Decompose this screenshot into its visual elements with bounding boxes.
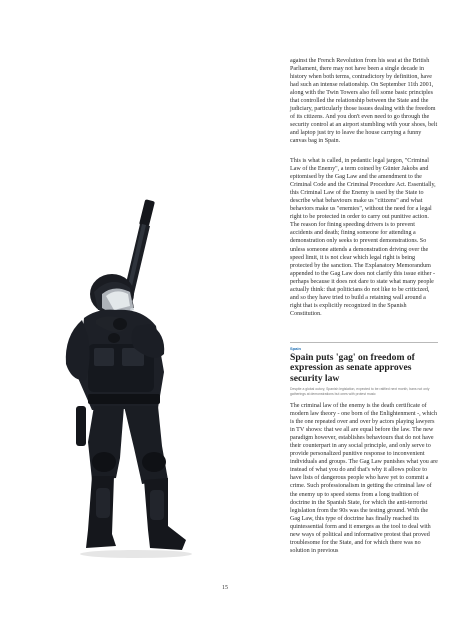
article-paragraph-2: This is what is called, in pedantic legal jargon, "Criminal Law of the Enemy", a term coined by Günter Jakobs and epitomised by the Gag Law and the amendment to the Criminal Code and the Criminal Procedure Act. Essentially, this Criminal Law of the Enemy is used by the State to describe what behaviours make us "citizens" and what behaviors make us "enemies", without the need for a legal right to be protected in order to carry out punitive action. The reason for fining speeding drivers is to prevent accidents and death; fining someone for attending a demonstration only seeks to prevent demonstrations. So unless someone attends a demonstration driving over the speed limit, it is not clear which legal right is being protected by the sanction. The Explanatory Memorandum appended to the Gag Law does not clarify this issue either - perhaps because it does not dare to state what many people actually think: that politicians do not like to be criticized, and so they have tried to build a retaining wall around a right that is explicitly recognized in the Spanish Constitution. <box>290 158 436 317</box>
clipping-standfirst: Despite a global outcry, Spanish legislation, expected to be ratified next month, bans not only gatherings at demonstrations but ones with protest music <box>290 387 430 396</box>
article-paragraph-3: The criminal law of the enemy is the death certificate of modern law theory - one born of the Enlightenment -, which is the one repeated over and over by actors playing lawyers in TV shows: that we all are equal before the law. The new paradigm however, establishes behaviours that do not have their counterpart in any social principle, and only serve to provide personalized punitive response to inconvenient individuals and groups. The Gag Law punishes what you are instead of what you do and that's why it allows police to have lists of dangerous people who have yet to commit a crime. Such professionalism in getting the criminal law of the enemy up to speed stems from a long tradition of doctrine in the Spanish State, for which the anti-terrorist legislation from the 90s was the testing ground. With the Gag Law, this type of doctrine has finally reached its quintessential form and it emerges as the tool to deal with new ways of political and informative protest that proved troublesome for the State, and for which there was no solution in previous <box>290 403 438 554</box>
article-column-middle <box>290 157 438 318</box>
page-number: 15 <box>222 585 228 591</box>
riot-police-officer-photo <box>58 196 206 561</box>
article-column-bottom <box>290 402 438 555</box>
clipping-headline: Spain puts 'gag' on freedom of expression as senate approves security law <box>290 352 415 384</box>
news-clipping <box>290 342 438 396</box>
boots <box>86 476 186 550</box>
clipping-section-label: Spain <box>290 346 301 351</box>
legs <box>88 406 168 484</box>
article-column-top <box>290 57 438 146</box>
clipping-divider <box>290 342 438 343</box>
riot-police-officer-illustration <box>58 196 206 561</box>
holster <box>76 406 86 446</box>
helmet <box>90 274 134 316</box>
article-paragraph-1: against the French Revolution from his seat at the British Parliament, there may not have been a single decade in history when both terms, contradictory by definition, have had such an intense relationship. On September 11th 2001, along with the Twin Towers also fell some basic principles that controlled the relationship between the State and the judiciary, particularly those issues dealing with the freedom of its citizens. And you don't even need to go through the security control at an airport stumbling with your shoes, belt and laptop just try to leave the house carrying a funny canvas bag in Spain. <box>290 58 438 145</box>
